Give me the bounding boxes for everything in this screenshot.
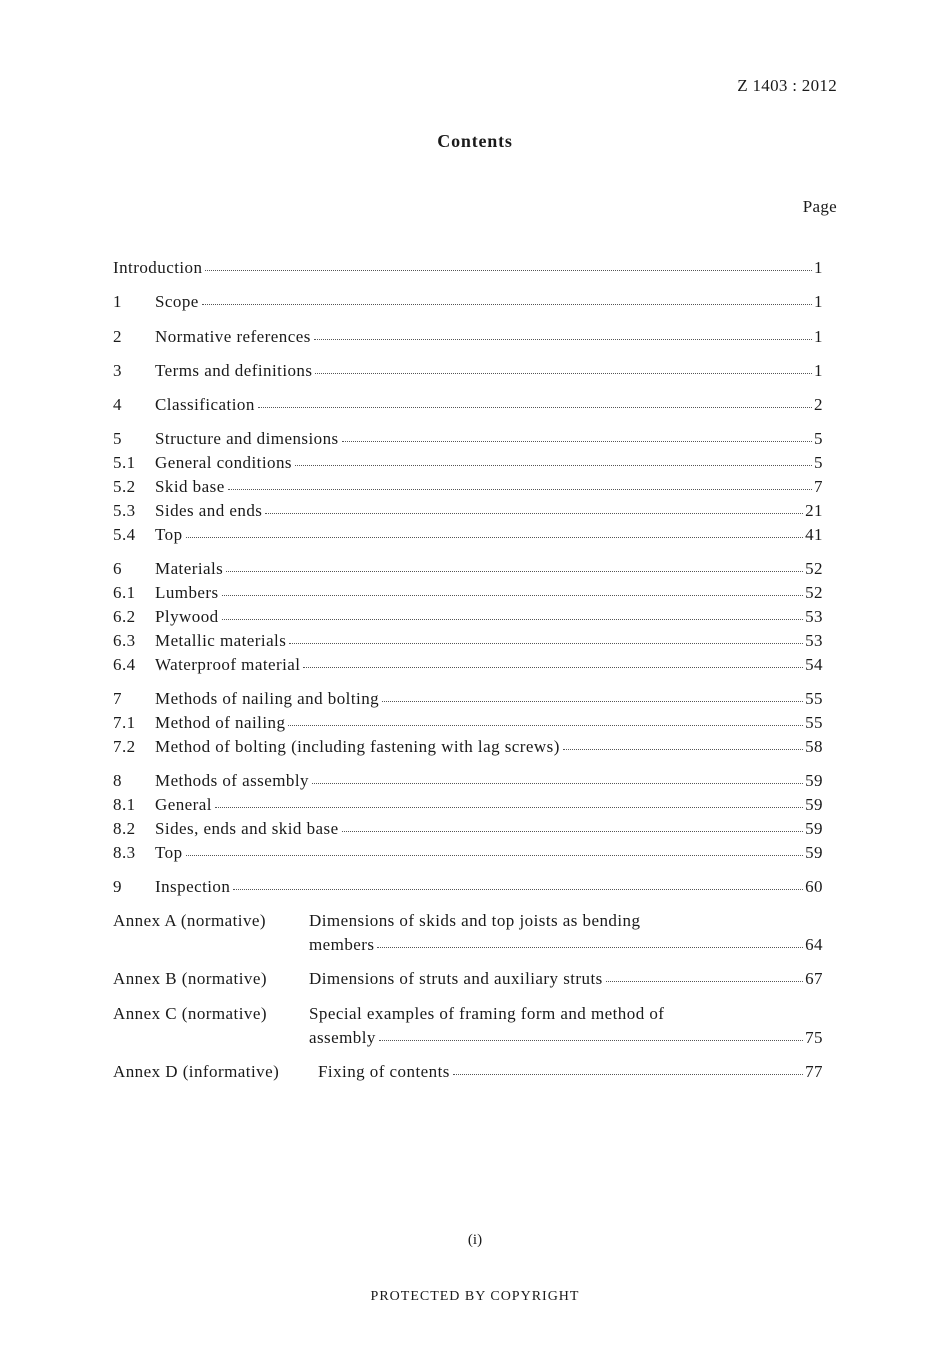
toc-entry-label: Methods of nailing and bolting — [155, 689, 380, 708]
dot-leader — [289, 642, 803, 644]
toc-entry-label: Materials — [155, 559, 224, 578]
toc-entry-label: Method of nailing — [155, 713, 286, 732]
page-column-label: Page — [802, 197, 837, 216]
dot-leader — [606, 980, 803, 982]
toc-entry-5[interactable] — [113, 429, 823, 451]
toc-entry-number: 1 — [113, 292, 122, 311]
toc-entry-page: 5 — [814, 453, 823, 472]
dot-leader — [342, 440, 812, 442]
toc-entry-label: Top — [155, 525, 183, 544]
dot-leader — [233, 888, 803, 890]
toc-entry-page: 21 — [805, 501, 823, 520]
toc-entry-number: 6.1 — [113, 583, 136, 602]
toc-entry-number: 9 — [113, 877, 122, 896]
toc-entry-page: 59 — [805, 795, 823, 814]
toc-entry-8-2[interactable] — [113, 819, 823, 841]
annex-title-line1: Fixing of contents — [318, 1062, 450, 1081]
toc-entry-1[interactable] — [113, 292, 823, 314]
toc-entry-page: 58 — [805, 737, 823, 756]
toc-entry-6-2[interactable] — [113, 607, 823, 629]
toc-annex-b[interactable] — [113, 969, 823, 991]
annex-prefix: Annex A (normative) — [113, 911, 267, 930]
toc-entry-label: Sides and ends — [155, 501, 263, 520]
annex-title-line1: Dimensions of skids and top joists as bending — [309, 911, 641, 930]
dot-leader — [186, 854, 804, 856]
toc-entry-label: Method of bolting (including fastening with lag screws) — [155, 737, 560, 756]
toc-entry-page: 53 — [805, 631, 823, 650]
toc-entry-7-2[interactable] — [113, 737, 823, 759]
toc-entry-number: 8.3 — [113, 843, 136, 862]
toc-entry-5-3[interactable] — [113, 501, 823, 523]
toc-entry-label: General conditions — [155, 453, 292, 472]
toc-entry-label: Waterproof material — [155, 655, 301, 674]
dot-leader — [382, 700, 803, 702]
annex-title-line1: Dimensions of struts and auxiliary struts — [309, 969, 603, 988]
toc-entry-4[interactable] — [113, 395, 823, 417]
toc-entry-page: 59 — [805, 843, 823, 862]
page-title: Contents — [437, 131, 513, 151]
dot-leader — [258, 406, 812, 408]
toc-entry-label: Terms and definitions — [155, 361, 313, 380]
toc-entry-page: 52 — [805, 583, 823, 602]
dot-leader — [295, 464, 812, 466]
toc-entry-page: 67 — [805, 969, 823, 988]
toc-annex-c[interactable] — [113, 1004, 823, 1026]
footer-page-number: (i) — [467, 1232, 483, 1248]
dot-leader — [288, 724, 803, 726]
toc-entry-5-2[interactable] — [113, 477, 823, 499]
toc-entry-page: 59 — [805, 771, 823, 790]
toc-entry-8[interactable] — [113, 771, 823, 793]
toc-entry-8-1[interactable] — [113, 795, 823, 817]
toc-entry-number: 8.2 — [113, 819, 136, 838]
toc-entry-number: 7.1 — [113, 713, 136, 732]
dot-leader — [202, 303, 812, 305]
toc-entry-page: 77 — [805, 1062, 823, 1081]
toc-entry-number: 5.3 — [113, 501, 136, 520]
toc-entry-label: Skid base — [155, 477, 225, 496]
toc-entry-page: 41 — [805, 525, 823, 544]
toc-entry-page: 7 — [814, 477, 823, 496]
toc-entry-label: Scope — [155, 292, 199, 311]
annex-title-line1: Special examples of framing form and method of — [309, 1004, 665, 1023]
document-number: Z 1403 : 2012 — [737, 76, 837, 95]
toc-entry-label: Sides, ends and skid base — [155, 819, 339, 838]
toc-entry-page: 75 — [805, 1028, 823, 1047]
dot-leader — [453, 1073, 803, 1075]
dot-leader — [226, 570, 803, 572]
dot-leader — [186, 536, 804, 538]
annex-title-line2: assembly — [309, 1028, 376, 1047]
dot-leader — [379, 1039, 803, 1041]
toc-entry-7-1[interactable] — [113, 713, 823, 735]
toc-entry-page: 1 — [814, 327, 823, 346]
toc-entry-8-3[interactable] — [113, 843, 823, 865]
toc-entry-6[interactable] — [113, 559, 823, 581]
dot-leader — [205, 269, 812, 271]
toc-entry-page: 54 — [805, 655, 823, 674]
toc-entry-page: 2 — [814, 395, 823, 414]
toc-entry-label: Top — [155, 843, 183, 862]
toc-entry-number: 5.2 — [113, 477, 136, 496]
toc-entry-number: 5 — [113, 429, 122, 448]
toc-entry-6-1[interactable] — [113, 583, 823, 605]
copyright-notice: PROTECTED BY COPYRIGHT — [370, 1289, 580, 1304]
toc-entry-label: Plywood — [155, 607, 219, 626]
toc-entry-number: 5.4 — [113, 525, 136, 544]
toc-annex-a-continuation[interactable] — [309, 935, 823, 957]
dot-leader — [315, 372, 812, 374]
toc-entry-5-4[interactable] — [113, 525, 823, 547]
dot-leader — [377, 946, 803, 948]
dot-leader — [314, 338, 812, 340]
annex-title-line2: members — [309, 935, 375, 954]
dot-leader — [228, 488, 812, 490]
toc-entry-label: Methods of assembly — [155, 771, 309, 790]
toc-entry-number: 6.4 — [113, 655, 136, 674]
toc-entry-6-3[interactable] — [113, 631, 823, 653]
toc-entry-page: 60 — [805, 877, 823, 896]
annex-prefix: Annex B (normative) — [113, 969, 267, 988]
toc-annex-d[interactable] — [113, 1062, 823, 1084]
annex-prefix: Annex C (normative) — [113, 1004, 267, 1023]
toc-entry-2[interactable] — [113, 327, 823, 349]
toc-entry-page: 1 — [814, 258, 823, 277]
toc-entry-page: 55 — [805, 713, 823, 732]
dot-leader — [563, 748, 803, 750]
toc-entry-page: 59 — [805, 819, 823, 838]
toc-entry-label: Introduction — [113, 258, 203, 277]
toc-entry-number: 7.2 — [113, 737, 136, 756]
toc-entry-label: Normative references — [155, 327, 311, 346]
dot-leader — [342, 830, 804, 832]
toc-entry-number: 6.3 — [113, 631, 136, 650]
toc-entry-number: 8.1 — [113, 795, 136, 814]
toc-entry-number: 7 — [113, 689, 122, 708]
toc-entry-5-1[interactable] — [113, 453, 823, 475]
toc-entry-3[interactable] — [113, 361, 823, 383]
toc-entry-label: Structure and dimensions — [155, 429, 339, 448]
toc-entry-number: 4 — [113, 395, 122, 414]
toc-entry-page: 1 — [814, 361, 823, 380]
toc-entry-number: 8 — [113, 771, 122, 790]
toc-entry-number: 2 — [113, 327, 122, 346]
toc-entry-number: 6 — [113, 559, 122, 578]
toc-entry-page: 52 — [805, 559, 823, 578]
dot-leader — [222, 594, 804, 596]
toc-annex-a[interactable] — [113, 911, 823, 933]
toc-entry-label: Classification — [155, 395, 255, 414]
toc-entry-number: 5.1 — [113, 453, 136, 472]
toc-annex-c-continuation[interactable] — [309, 1028, 823, 1050]
dot-leader — [265, 512, 803, 514]
annex-prefix: Annex D (informative) — [113, 1062, 280, 1081]
dot-leader — [222, 618, 803, 620]
toc-entry-page: 53 — [805, 607, 823, 626]
toc-entry-label: General — [155, 795, 212, 814]
toc-entry-page: 64 — [805, 935, 823, 954]
toc-entry-7[interactable] — [113, 689, 823, 711]
toc-entry-label: Metallic materials — [155, 631, 287, 650]
toc-entry-6-4[interactable] — [113, 655, 823, 677]
toc-entry-number: 6.2 — [113, 607, 136, 626]
toc-entry-label: Inspection — [155, 877, 231, 896]
toc-entry-page: 55 — [805, 689, 823, 708]
toc-entry-9[interactable] — [113, 877, 823, 899]
dot-leader — [303, 666, 803, 668]
dot-leader — [215, 806, 803, 808]
toc-entry-page: 1 — [814, 292, 823, 311]
toc-entry-number: 3 — [113, 361, 122, 380]
toc-entry-page: 5 — [814, 429, 823, 448]
toc-entry-introduction[interactable] — [113, 258, 823, 280]
toc-entry-label: Lumbers — [155, 583, 219, 602]
dot-leader — [312, 782, 803, 784]
